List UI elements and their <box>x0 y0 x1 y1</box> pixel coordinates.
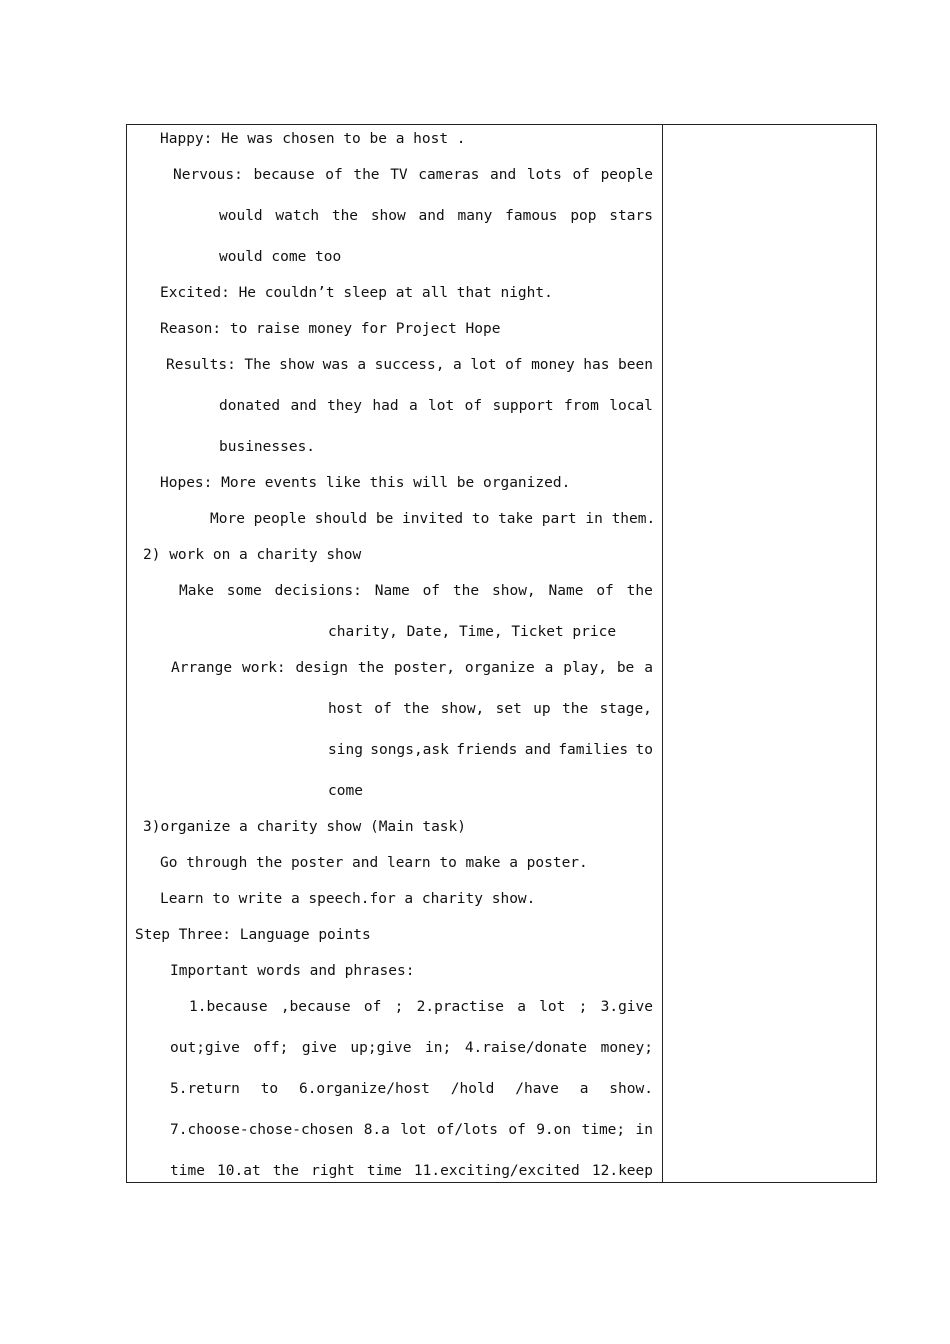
word: 5.return <box>170 1081 240 1097</box>
nervous-line-2 <box>219 207 653 225</box>
item3-heading: 3)organize a charity show (Main task) <box>143 819 467 835</box>
word: a <box>517 999 526 1015</box>
word: time <box>366 1163 402 1179</box>
word: the <box>272 1163 299 1179</box>
word: sing <box>328 742 363 758</box>
word: and <box>524 742 551 758</box>
word: ; <box>578 999 588 1015</box>
word: to <box>260 1081 279 1097</box>
word: be <box>616 660 635 676</box>
word: 6.organize/host <box>298 1081 430 1097</box>
word: of <box>374 701 392 717</box>
word: a <box>408 398 418 414</box>
word: 2.practise <box>416 999 504 1015</box>
word: show. <box>609 1081 653 1097</box>
word: to <box>635 742 653 758</box>
word: out;give <box>170 1040 240 1056</box>
results-line-1 <box>166 356 653 374</box>
word: /hold <box>450 1081 495 1097</box>
word: the <box>331 208 359 224</box>
word: 7.choose-chose-chosen <box>170 1122 354 1138</box>
hopes-line-1: Hopes: More events like this will be organized. <box>160 475 571 491</box>
word: cameras <box>418 167 480 183</box>
arrange-line-2 <box>328 700 652 718</box>
word: has <box>583 357 610 373</box>
word: time <box>170 1163 205 1179</box>
word: 12.keep <box>591 1163 653 1179</box>
word: show, <box>492 583 536 599</box>
word: set <box>495 701 522 717</box>
word: been <box>618 357 653 373</box>
word: stars <box>609 208 653 224</box>
poster-line: Go through the poster and learn to make a poster. <box>160 855 588 871</box>
word: money; <box>600 1040 653 1056</box>
word: lot <box>400 1122 427 1138</box>
word: Name <box>548 583 584 599</box>
word: of/lots <box>436 1122 498 1138</box>
word: the <box>561 701 589 717</box>
word: show <box>279 357 315 373</box>
word: 9.on <box>536 1122 572 1138</box>
nervous-line-3: would come too <box>219 249 342 265</box>
word: of <box>464 398 483 414</box>
word: play, <box>563 660 607 676</box>
words-line-1 <box>189 998 653 1016</box>
word: the <box>357 660 385 676</box>
word: of <box>505 357 523 373</box>
word: the <box>403 701 430 717</box>
word: they <box>327 398 362 414</box>
decisions-line-1 <box>179 582 653 600</box>
word: lot <box>539 999 566 1015</box>
decisions-line-2: charity, Date, Time, Ticket price <box>328 624 617 640</box>
word: of <box>363 999 382 1015</box>
word: in <box>635 1122 653 1138</box>
notes-column <box>663 125 876 1182</box>
word: and <box>290 398 317 414</box>
word: poster, <box>393 660 456 676</box>
word: a <box>644 660 653 676</box>
word: show <box>370 208 406 224</box>
word: stage, <box>599 701 652 717</box>
results-line-3: businesses. <box>219 439 316 455</box>
word: time; <box>581 1122 626 1138</box>
word: songs,ask <box>370 742 449 758</box>
word: design <box>295 660 348 676</box>
word: 3.give <box>600 999 653 1015</box>
word: 11.exciting/excited <box>413 1163 580 1179</box>
word: ,because <box>280 999 351 1015</box>
word: work: <box>242 660 286 676</box>
word: /have <box>515 1081 559 1097</box>
word: The <box>244 357 271 373</box>
nervous-line-1 <box>173 166 653 184</box>
word: watch <box>275 208 320 224</box>
word: the <box>353 167 380 183</box>
word: some <box>226 583 262 599</box>
word: a <box>357 357 367 373</box>
word: of <box>572 167 590 183</box>
word: TV <box>390 167 408 183</box>
word: 4.raise/donate <box>464 1040 588 1056</box>
word: was <box>322 357 349 373</box>
word: Results: <box>166 357 236 373</box>
words-line-3 <box>170 1080 653 1098</box>
excited-line: Excited: He couldn’t sleep at all that night. <box>160 285 553 301</box>
word: off; <box>253 1040 289 1056</box>
word: donated <box>219 398 281 414</box>
arrange-line-4: come <box>328 783 363 799</box>
word: Make <box>179 583 214 599</box>
words-line-2 <box>170 1039 653 1057</box>
content-column <box>127 125 662 1182</box>
word: money <box>531 357 575 373</box>
word: of <box>422 583 441 599</box>
word: local <box>609 398 653 414</box>
word: support <box>492 398 554 414</box>
word: Arrange <box>171 660 233 676</box>
important-heading: Important words and phrases: <box>170 963 415 979</box>
word: of <box>596 583 614 599</box>
word: ; <box>394 999 404 1015</box>
word: give <box>301 1040 337 1056</box>
word: a <box>544 660 554 676</box>
word: 1.because <box>189 999 268 1015</box>
word: of <box>508 1122 526 1138</box>
word: up <box>533 701 551 717</box>
word: famous <box>505 208 558 224</box>
word: decisions: <box>274 583 362 599</box>
word: from <box>563 398 599 414</box>
word: because <box>253 167 315 183</box>
word: organize <box>464 660 535 676</box>
word: lot <box>428 398 455 414</box>
word: 10.at <box>217 1163 261 1179</box>
arrange-line-1 <box>171 659 653 677</box>
word: people <box>600 167 653 183</box>
word: a <box>579 1081 589 1097</box>
word: host <box>328 701 363 717</box>
word: of <box>325 167 343 183</box>
word: and <box>490 167 517 183</box>
word: lot <box>470 357 497 373</box>
word: families <box>558 742 629 758</box>
word: the <box>626 583 653 599</box>
word: and <box>418 208 445 224</box>
word: Name <box>374 583 410 599</box>
results-line-2 <box>219 397 653 415</box>
word: Nervous: <box>173 167 243 183</box>
step-three-heading: Step Three: Language points <box>135 927 371 943</box>
speech-line: Learn to write a speech.for a charity show. <box>160 891 536 907</box>
word: show, <box>440 701 485 717</box>
word: up;give <box>350 1040 412 1056</box>
words-line-4 <box>170 1121 653 1139</box>
word: right <box>311 1163 355 1179</box>
word: lots <box>526 167 562 183</box>
word: would <box>219 208 263 224</box>
word: in; <box>425 1040 452 1056</box>
word: had <box>372 398 399 414</box>
reason-line: Reason: to raise money for Project Hope <box>160 321 501 337</box>
words-line-5 <box>170 1162 653 1180</box>
lesson-table <box>126 124 877 1183</box>
word: pop <box>570 208 597 224</box>
word: success, <box>374 357 445 373</box>
word: friends <box>456 742 518 758</box>
item2-heading: 2) work on a charity show <box>143 547 362 563</box>
word: a <box>453 357 462 373</box>
word: many <box>457 208 493 224</box>
word: 8.a <box>363 1122 390 1138</box>
word: the <box>452 583 480 599</box>
hopes-line-2: More people should be invited to take part in them. <box>210 511 656 527</box>
happy-line: Happy: He was chosen to be a host . <box>160 131 466 147</box>
arrange-line-3 <box>328 741 653 759</box>
